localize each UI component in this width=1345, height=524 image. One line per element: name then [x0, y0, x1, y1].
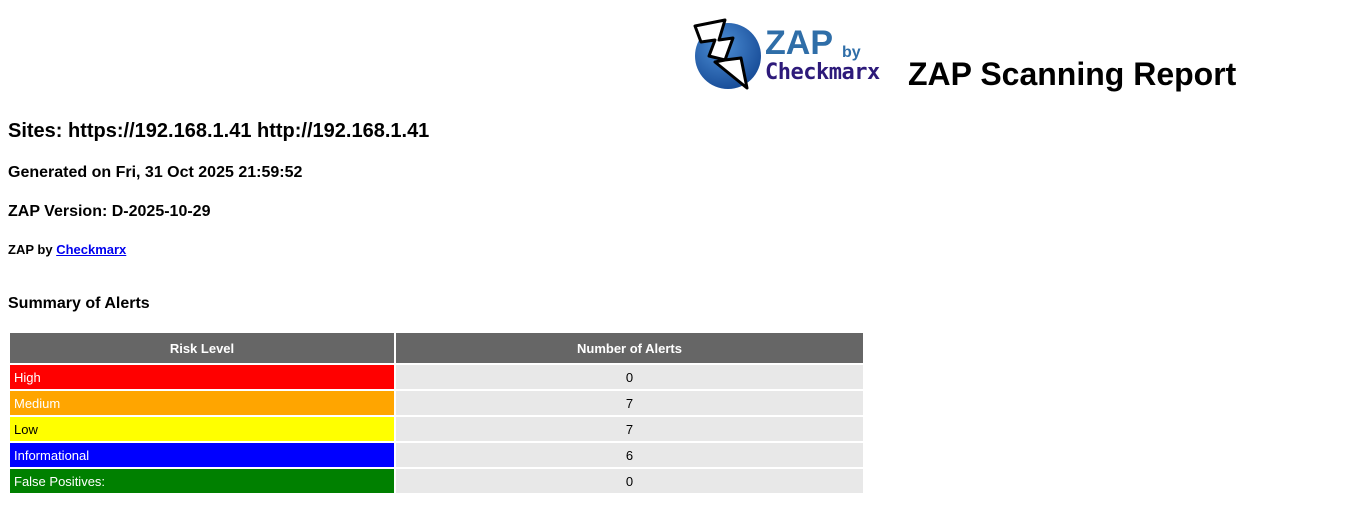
zap-checkmarx-logo: [685, 18, 900, 94]
table-row: [10, 469, 863, 493]
sites-heading: Sites: https://192.168.1.41 http://192.168.1.41: [8, 120, 430, 142]
logo-zap-text: ZAP: [765, 24, 833, 62]
count-cell-low: 7: [396, 417, 863, 441]
number-of-alerts-header: Number of Alerts: [396, 333, 863, 363]
version-heading: ZAP Version: D-2025-10-29: [8, 203, 211, 220]
risk-cell-high: High: [10, 365, 394, 389]
zap-lightning-icon: [685, 18, 765, 94]
table-row: [10, 417, 863, 441]
table-row: [10, 391, 863, 415]
summary-table: [8, 331, 865, 495]
risk-cell-medium: Medium: [10, 391, 394, 415]
count-cell-false-positives: 0: [396, 469, 863, 493]
byline-prefix: ZAP by: [8, 242, 53, 257]
generated-heading: Generated on Fri, 31 Oct 2025 21:59:52: [8, 164, 303, 181]
logo-by-text: by: [842, 44, 861, 61]
checkmarx-link[interactable]: Checkmarx: [56, 242, 127, 257]
byline: [8, 242, 126, 257]
risk-cell-false-positives: False Positives:: [10, 469, 394, 493]
count-cell-medium: 7: [396, 391, 863, 415]
count-cell-high: 0: [396, 365, 863, 389]
logo-checkmarx-text: Checkmarx: [765, 60, 880, 85]
table-row: [10, 365, 863, 389]
report-title: ZAP Scanning Report: [908, 56, 1237, 92]
summary-header-row: [10, 333, 863, 363]
risk-level-header: Risk Level: [10, 333, 394, 363]
summary-title: Summary of Alerts: [8, 295, 150, 312]
count-cell-informational: 6: [396, 443, 863, 467]
report-header: [685, 14, 1236, 94]
risk-cell-low: Low: [10, 417, 394, 441]
risk-cell-informational: Informational: [10, 443, 394, 467]
table-row: [10, 443, 863, 467]
